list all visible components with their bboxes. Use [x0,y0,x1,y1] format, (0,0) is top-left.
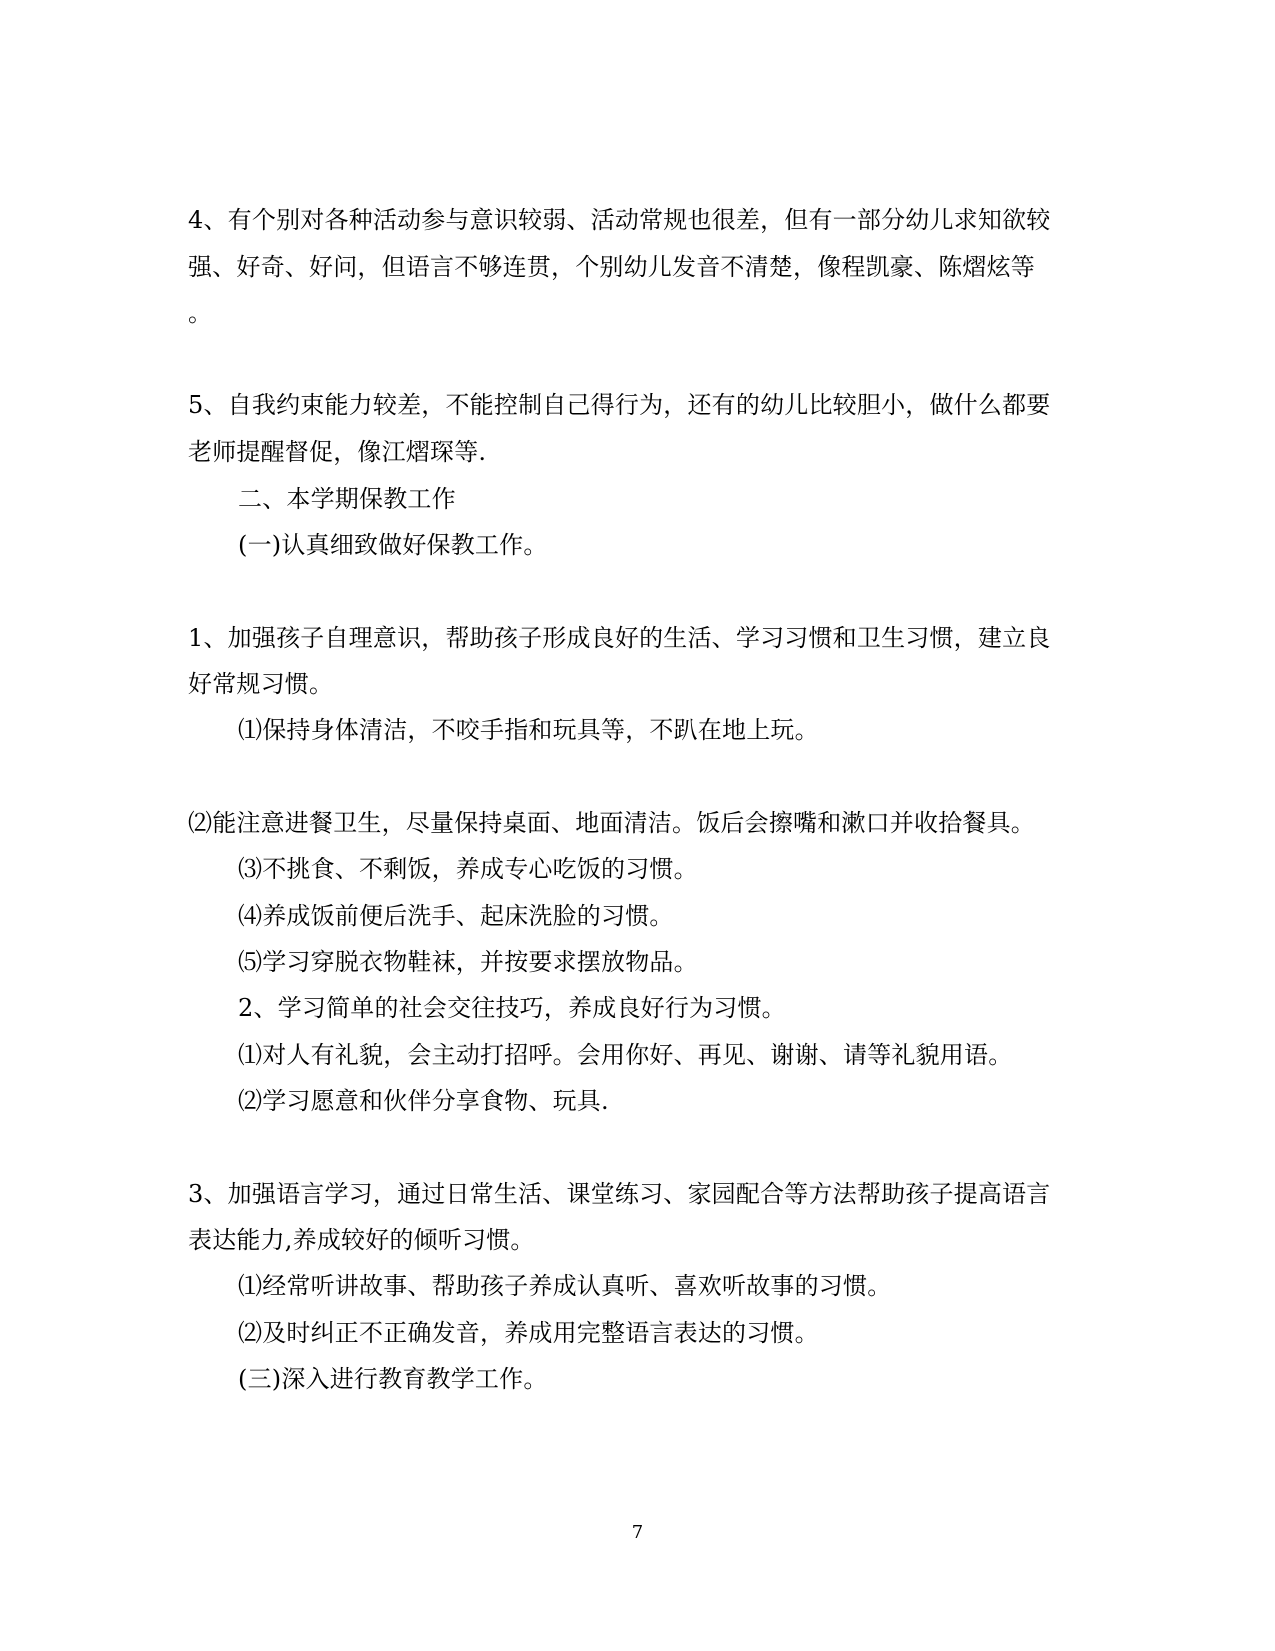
item-1-sub-2: ⑵能注意进餐卫生，尽量保持桌面、地面清洁。饭后会擦嘴和漱口并收拾餐具。 [188,809,1035,837]
page-number: 7 [631,1522,644,1543]
item-2-sub-1: ⑴对人有礼貌，会主动打招呼。会用你好、再见、谢谢、请等礼貌用语。 [238,1041,1013,1069]
paragraph-4-line-2: 强、好奇、好问，但语言不够连贯，个别幼儿发音不清楚，像程凯豪、陈熠炫等 [188,253,1035,281]
item-1-sub-4: ⑷养成饭前便后洗手、起床洗脸的习惯。 [238,902,674,930]
item-1-sub-5: ⑸学习穿脱衣物鞋袜，并按要求摆放物品。 [238,948,698,976]
item-1-sub-3: ⑶不挑食、不剩饭，养成专心吃饭的习惯。 [238,855,698,883]
paragraph-4-line-3: 。 [188,299,213,327]
paragraph-5-line-1: 5、自我约束能力较差，不能控制自己得行为，还有的幼儿比较胆小，做什么都要 [188,391,1051,419]
item-2-heading: 2、学习简单的社会交往技巧，养成良好行为习惯。 [238,994,786,1022]
paragraph-5-line-2: 老师提醒督促，像江熠琛等. [188,438,487,466]
item-1-line-2: 好常规习惯。 [188,670,334,698]
subsection-heading-1: (一)认真细致做好保教工作。 [238,531,548,559]
item-3-line-1: 3、加强语言学习，通过日常生活、课堂练习、家园配合等方法帮助孩子提高语言 [188,1180,1051,1208]
subsection-heading-3: (三)深入进行教育教学工作。 [238,1365,548,1393]
item-1-sub-1: ⑴保持身体清洁，不咬手指和玩具等，不趴在地上玩。 [238,716,819,744]
item-2-sub-2: ⑵学习愿意和伙伴分享食物、玩具. [238,1087,609,1115]
item-3-sub-2: ⑵及时纠正不正确发音，养成用完整语言表达的习惯。 [238,1319,819,1347]
paragraph-4-line-1: 4、有个别对各种活动参与意识较弱、活动常规也很差，但有一部分幼儿求知欲较 [188,206,1051,234]
item-1-line-1: 1、加强孩子自理意识，帮助孩子形成良好的生活、学习习惯和卫生习惯，建立良 [188,624,1051,652]
item-3-line-2: 表达能力,养成较好的倾听习惯。 [188,1226,535,1254]
section-heading-2: 二、本学期保教工作 [238,485,456,513]
item-3-sub-1: ⑴经常听讲故事、帮助孩子养成认真听、喜欢听故事的习惯。 [238,1272,892,1300]
